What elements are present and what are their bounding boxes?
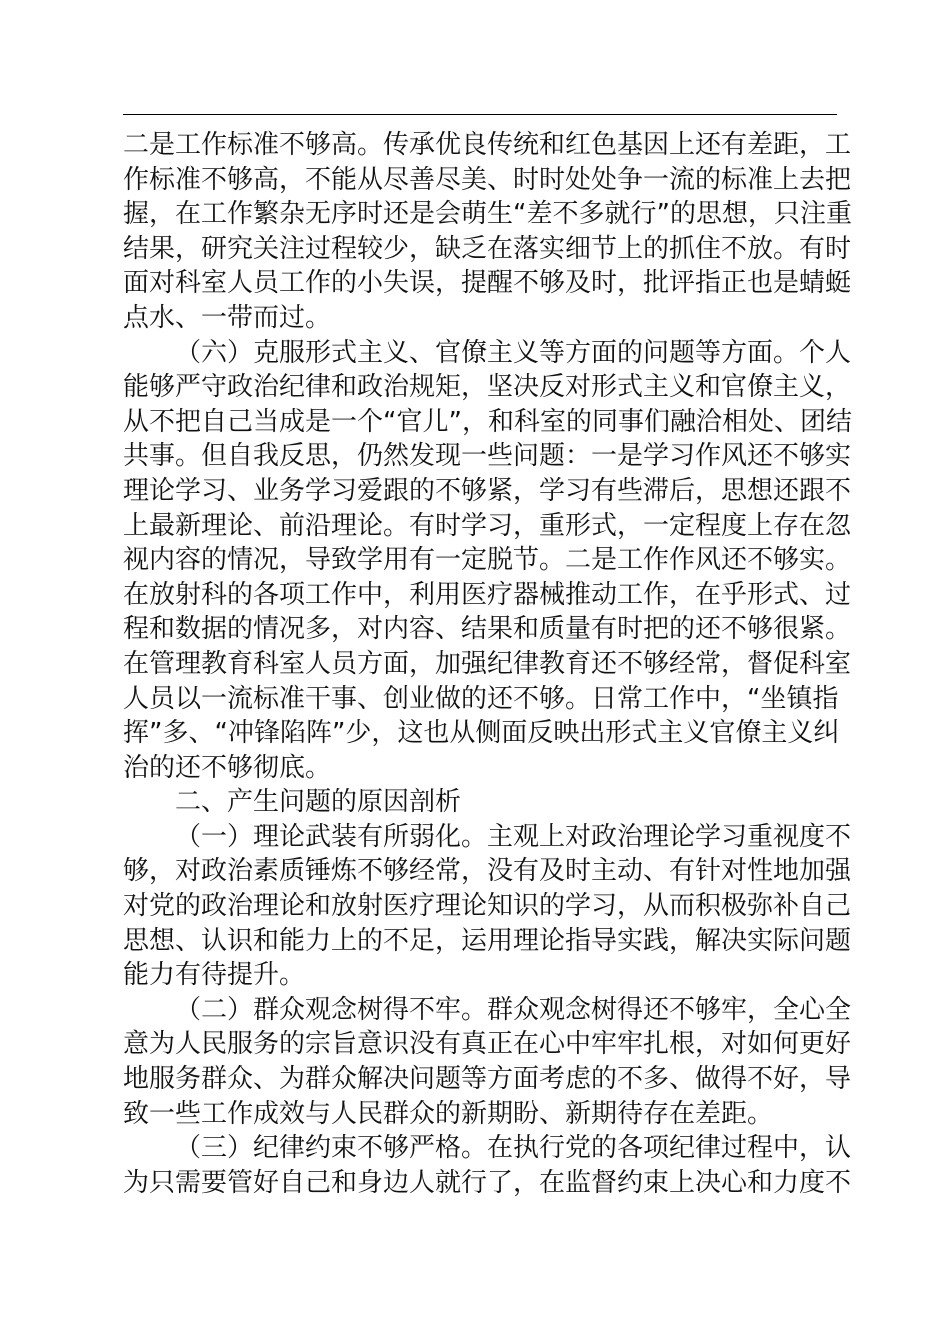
text-line: 致一些工作成效与人民群众的新期盼、新期待存在差距。: [123, 1098, 774, 1129]
text-line: 理论学习、业务学习爱跟的不够紧，学习有些滞后，思想还跟不: [123, 475, 852, 506]
text-line: （一）理论武装有所弱化。主观上对政治理论学习重视度不: [175, 821, 852, 852]
text-line: 握，在工作繁杂无序时还是会萌生“差不多就行”的思想，只注重: [123, 199, 852, 230]
section-heading-cause-analysis: [123, 785, 837, 820]
text-line: 治的还不够彻底。: [123, 752, 332, 783]
text-line: 二是工作标准不够高。传承优良传统和红色基因上还有差距，工: [123, 130, 852, 160]
text-line: 在管理教育科室人员方面，加强纪律教育还不够经常，督促科室: [123, 648, 852, 679]
text-line: 意为人民服务的宗旨意识没有真正在心中牢牢扎根，对如何更好: [123, 1029, 852, 1060]
text-line: 思想、认识和能力上的不足，运用理论指导实践，解决实际问题: [123, 925, 852, 956]
text-line: 视内容的情况，导致学用有一定脱节。二是工作作风还不够实。: [123, 545, 852, 576]
text-line: 面对科室人员工作的小失误，提醒不够及时，批评指正也是蜻蜓: [123, 268, 852, 299]
text-line: 作标准不够高，不能从尽善尽美、时时处处争一流的标准上去把: [123, 164, 852, 195]
text-line: 地服务群众、为群众解决问题等方面考虑的不多、做得不好，导: [123, 1064, 852, 1095]
text-line: 结果，研究关注过程较少，缺乏在落实细节上的抓住不放。有时: [123, 233, 852, 264]
paragraph-work-standard: [123, 128, 852, 336]
section-heading: 二、产生问题的原因剖析: [175, 787, 462, 818]
paragraph-discipline: [123, 1131, 852, 1200]
header-rule: [123, 114, 837, 115]
text-line: 共事。但自我反思，仍然发现一些问题：一是学习作风还不够实: [123, 441, 852, 472]
text-line: （六）克服形式主义、官僚主义等方面的问题等方面。个人: [175, 337, 852, 368]
paragraph-formalism: [123, 336, 852, 786]
text-line: 够，对政治素质锤炼不够经常，没有及时主动、有针对性地加强: [123, 856, 852, 887]
text-line: 在放射科的各项工作中，利用医疗器械推动工作，在乎形式、过: [123, 579, 852, 610]
document-body: [123, 128, 852, 1200]
text-line: （二）群众观念树得不牢。群众观念树得还不够牢，全心全: [175, 994, 852, 1025]
text-line: 能够严守政治纪律和政治规矩，坚决反对形式主义和官僚主义，: [123, 372, 852, 403]
text-line: 点水、一带而过。: [123, 302, 332, 333]
paragraph-masses: [123, 993, 852, 1131]
text-line: 从不把自己当成是一个“官儿”，和科室的同事们融洽相处、团结: [123, 406, 852, 437]
paragraph-theory: [123, 820, 852, 993]
text-line: 为只需要管好自己和身边人就行了，在监督约束上决心和力度不: [123, 1167, 852, 1198]
text-line: 对党的政治理论和放射医疗理论知识的学习，从而积极弥补自己: [123, 891, 852, 922]
text-line: 能力有待提升。: [123, 960, 306, 991]
text-line: （三）纪律约束不够严格。在执行党的各项纪律过程中，认: [175, 1133, 852, 1164]
text-line: 挥”多、“冲锋陷阵”少，这也从侧面反映出形式主义官僚主义纠: [123, 718, 840, 749]
text-line: 人员以一流标准干事、创业做的还不够。日常工作中，“坐镇指: [123, 683, 839, 714]
text-line: 上最新理论、前沿理论。有时学习，重形式，一定程度上存在忽: [123, 510, 852, 541]
text-line: 程和数据的情况多，对内容、结果和质量有时把的还不够很紧。: [123, 614, 852, 645]
